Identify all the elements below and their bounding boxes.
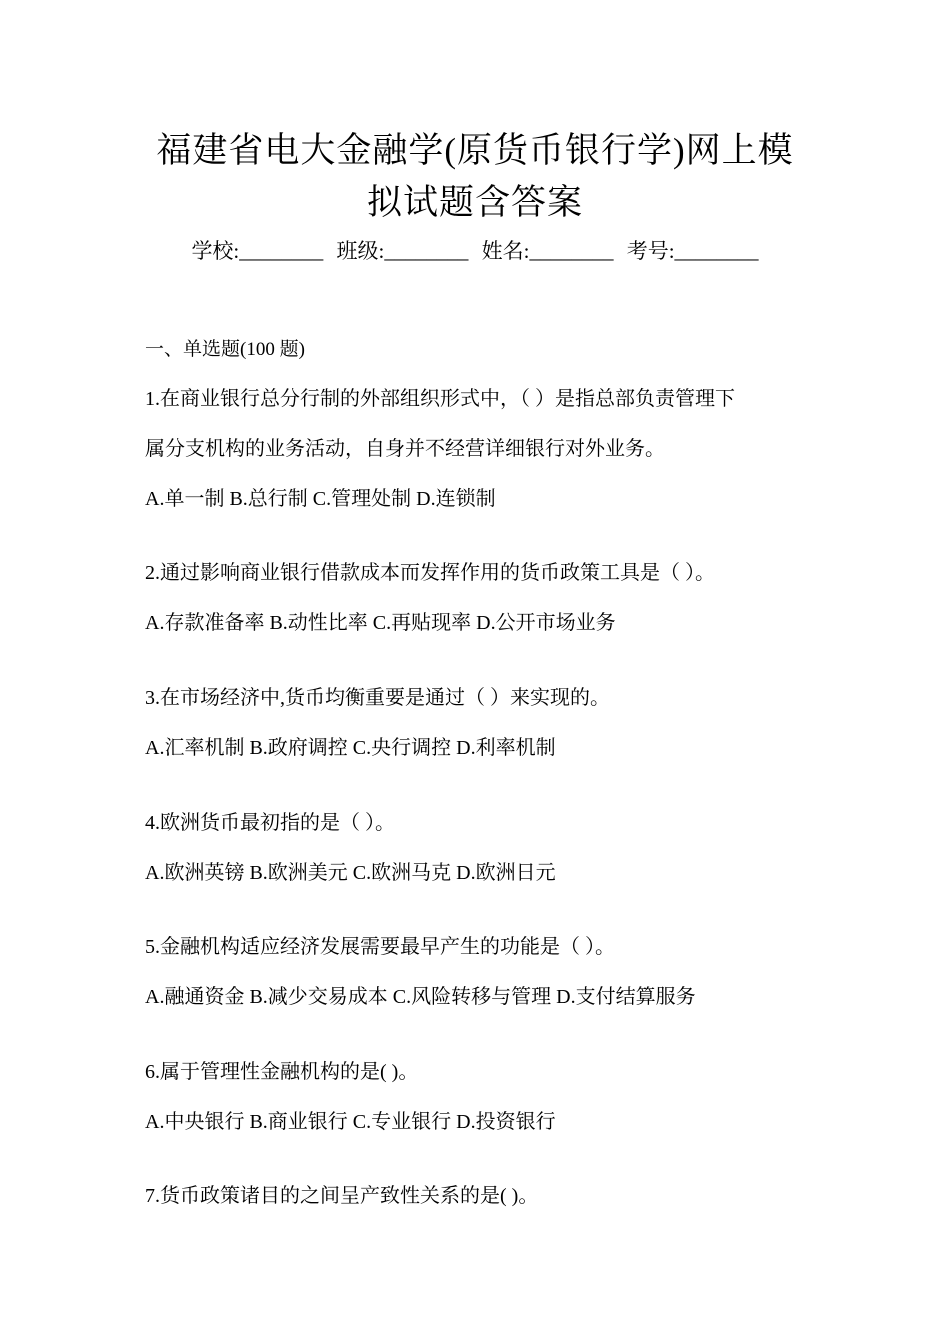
question-3-options: A.汇率机制 B.政府调控 C.央行调控 D.利率机制 <box>145 737 556 759</box>
question-1-stem-line-2: 属分支机构的业务活动，自身并不经营详细银行对外业务。 <box>145 438 665 460</box>
school-field: 学校:________ <box>191 239 324 263</box>
question-5-options: A.融通资金 B.减少交易成本 C.风险转移与管理 D.支付结算服务 <box>145 986 696 1008</box>
class-field: 班级:________ <box>336 239 469 263</box>
question-3-stem: 3.在市场经济中,货币均衡重要是通过（ ）来实现的。 <box>145 687 610 709</box>
question-5-stem: 5.金融机构适应经济发展需要最早产生的功能是（ ）。 <box>145 936 615 958</box>
question-6-stem: 6.属于管理性金融机构的是( )。 <box>145 1061 419 1083</box>
section-heading: 一、单选题(100 题) <box>145 339 305 360</box>
question-7-stem: 7.货币政策诸目的之间呈产致性关系的是( )。 <box>145 1185 539 1207</box>
document-title-line-1: 福建省电大金融学(原货币银行学)网上模 <box>156 131 794 170</box>
question-1-options: A.单一制 B.总行制 C.管理处制 D.连锁制 <box>145 488 496 510</box>
name-field: 姓名:________ <box>481 239 614 263</box>
question-4-stem: 4.欧洲货币最初指的是（ ）。 <box>145 812 395 834</box>
question-4-options: A.欧洲英镑 B.欧洲美元 C.欧洲马克 D.欧洲日元 <box>145 862 556 884</box>
document-title-line-2: 拟试题含答案 <box>366 183 583 222</box>
exam-number-field: 考号:________ <box>626 239 759 263</box>
student-info-row <box>0 236 950 266</box>
question-6-options: A.中央银行 B.商业银行 C.专业银行 D.投资银行 <box>145 1111 556 1133</box>
question-2-stem: 2.通过影响商业银行借款成本而发挥作用的货币政策工具是（ ）。 <box>145 562 715 584</box>
question-2-options: A.存款准备率 B.动性比率 C.再贴现率 D.公开市场业务 <box>145 612 616 634</box>
question-1-stem-line-1: 1.在商业银行总分行制的外部组织形式中，（ ）是指总部负责管理下 <box>145 388 735 410</box>
